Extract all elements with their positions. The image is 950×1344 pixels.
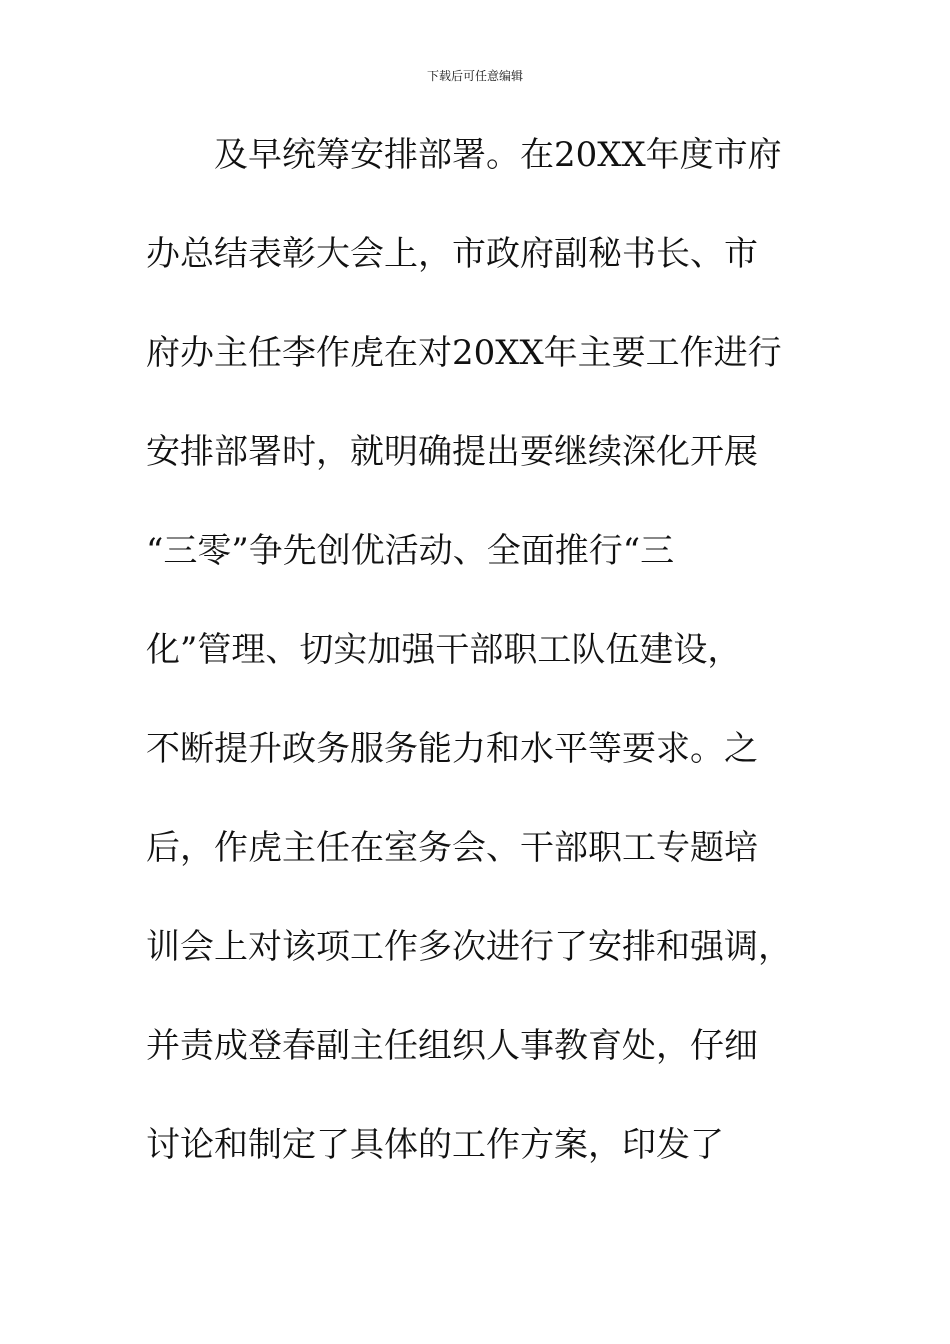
text-line: 及早统筹安排部署。在20XX年度市府	[214, 135, 782, 175]
page-header: 下载后可任意编辑	[426, 69, 523, 83]
text-line: 办总结表彰大会上，市政府副秘书长、市	[146, 234, 758, 274]
text-line: 并责成登春副主任组织人事教育处，仔细	[146, 1026, 758, 1066]
text-line: 后，作虎主任在室务会、干部职工专题培	[146, 828, 758, 868]
text-line: 讨论和制定了具体的工作方案，印发了	[146, 1125, 724, 1165]
text-line: 安排部署时，就明确提出要继续深化开展	[146, 432, 758, 472]
text-line: “三零”争先创优活动、全面推行“三	[146, 531, 675, 571]
text-line: 府办主任李作虎在对20XX年主要工作进行	[146, 333, 782, 373]
text-line: 训会上对该项工作多次进行了安排和强调，	[146, 927, 792, 967]
text-line: 不断提升政务服务能力和水平等要求。之	[146, 729, 758, 769]
body-paragraph	[146, 128, 826, 1217]
text-line: 化”管理、切实加强干部职工队伍建设，	[146, 630, 742, 670]
